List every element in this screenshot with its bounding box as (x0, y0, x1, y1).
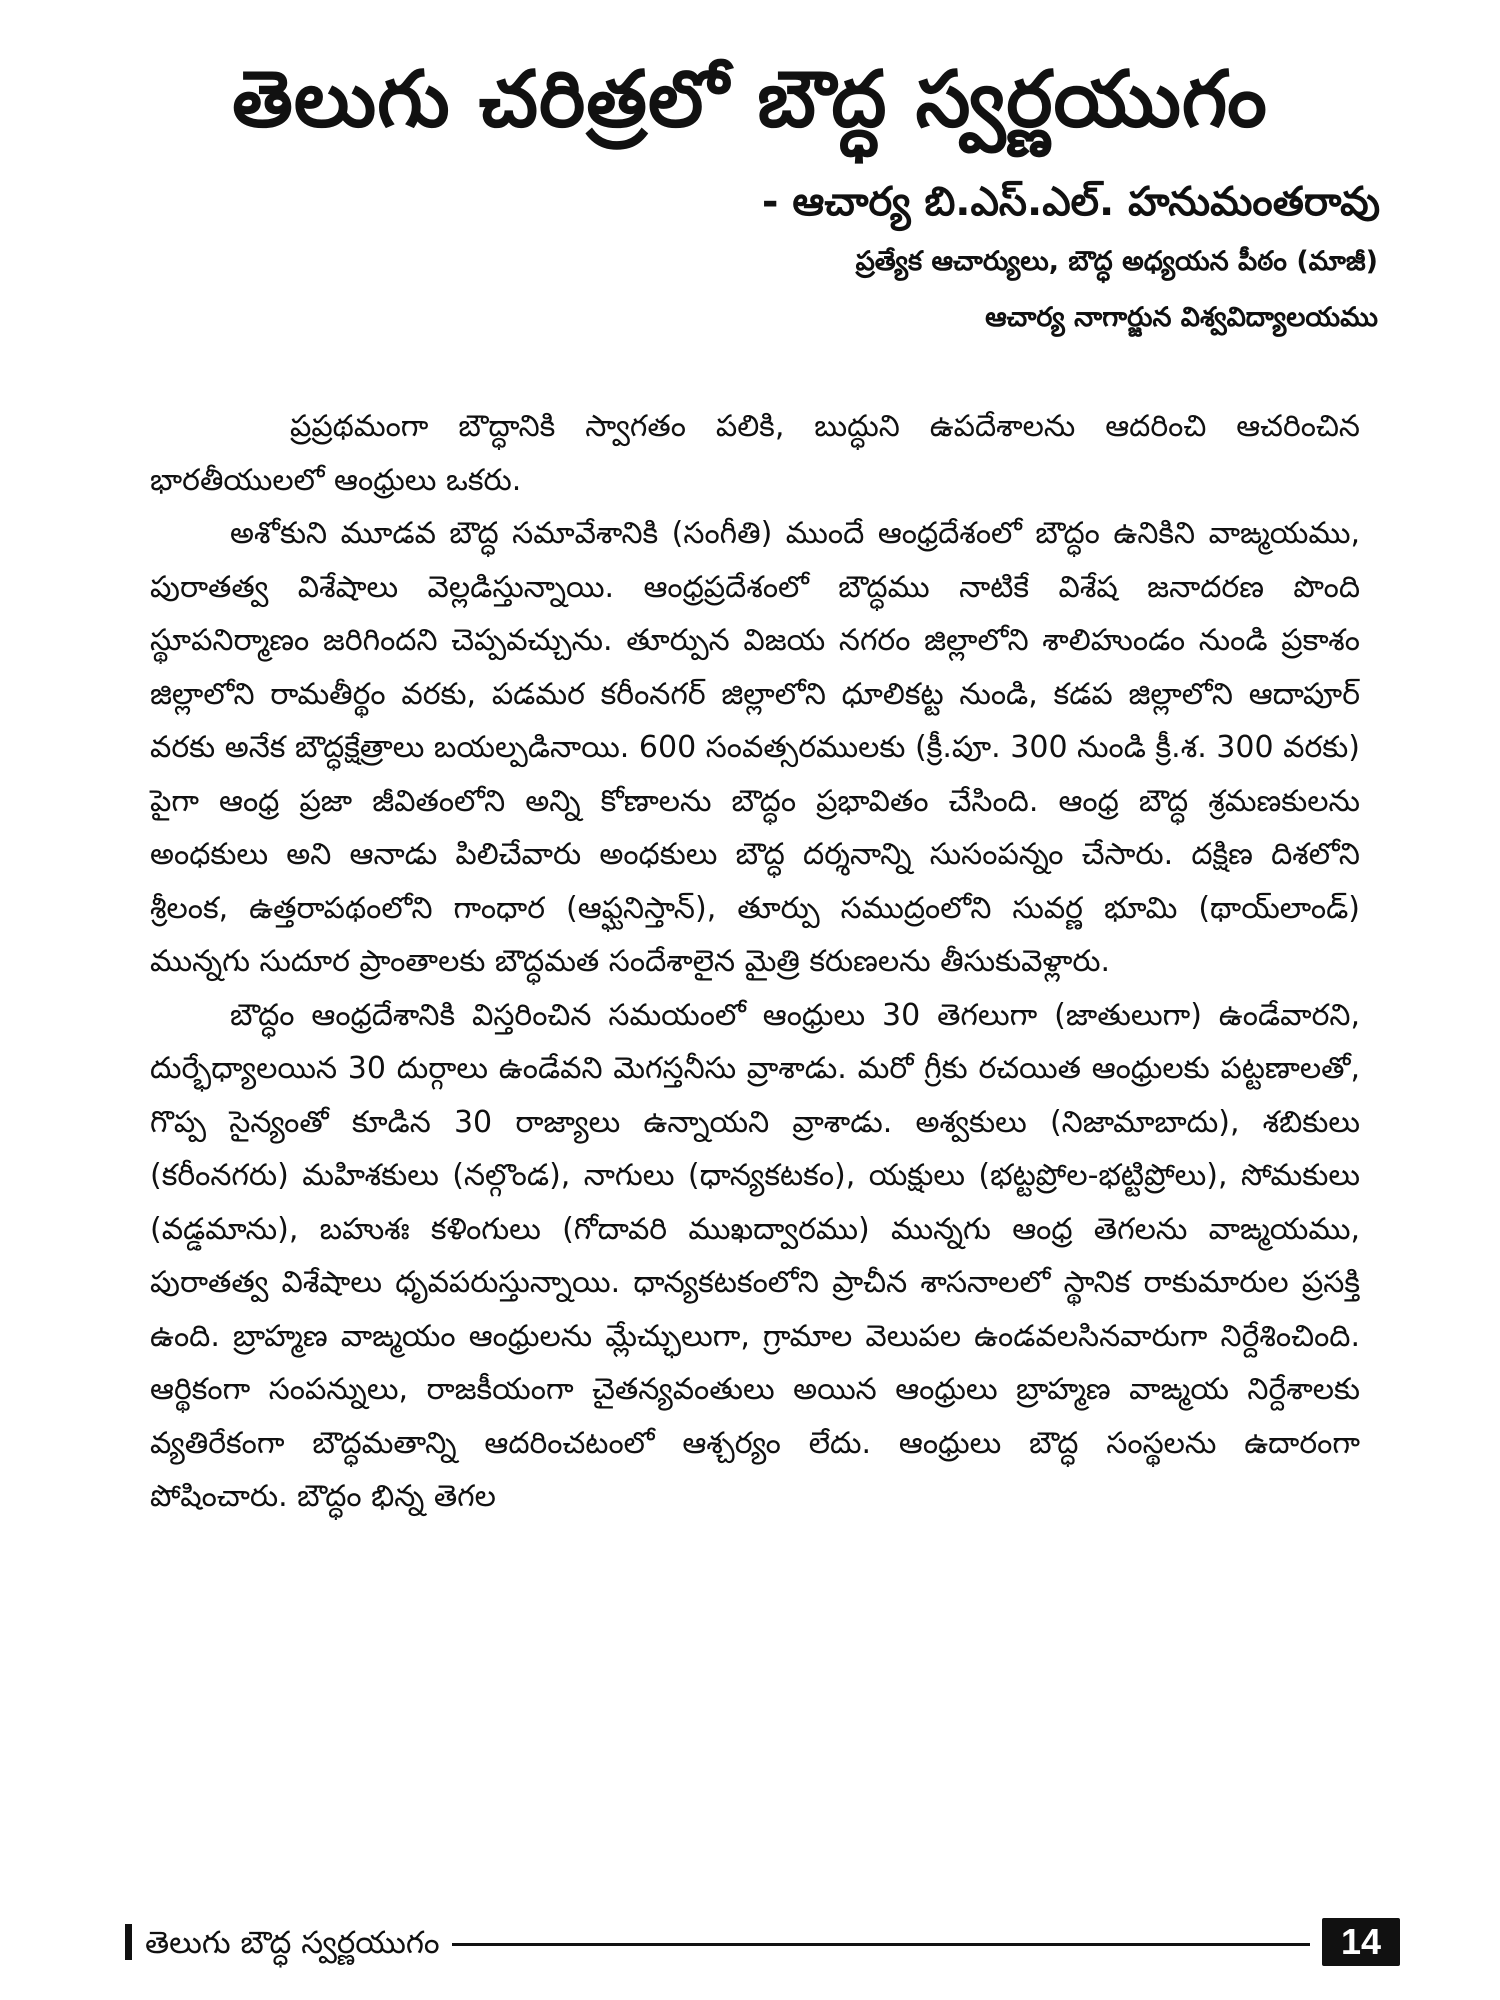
page-number: 14 (1322, 1918, 1400, 1966)
body-paragraph-3: బౌద్ధం ఆంధ్రదేశానికి విస్తరించిన సమయంలో ఆంధ్రులు 30 తెగలుగా (జాతులుగా) ఉండేవారని, దుర్భేధ్యాలయిన 30 దుర్గాలు ఉండేవని మెగస్తనీసు వ్రాశాడు. మరో గ్రీకు రచయిత ఆంధ్రులకు పట్టణాలతో, గొప్ప సైన్యంతో కూడిన 30 రాజ్యాలు ఉన్నాయని వ్రాశాడు. అశ్వకులు (నిజామాబాదు), శబికులు (కరీంనగరు) మహిశకులు (నల్గొండ), నాగులు (ధాన్యకటకం), యక్షులు (భట్టప్రోల-భట్టిప్రోలు), సోమకులు (వడ్డమాను), బహుశః కళింగులు (గోదావరి ముఖద్వారము) మున్నగు ఆంధ్ర తెగలను వాఙ్మయము, పురాతత్వ విశేషాలు ధృవపరుస్తున్నాయి. ధాన్యకటకంలోని ప్రాచీన శాసనాలలో స్థానిక రాకుమారుల ప్రసక్తి ఉంది. బ్రాహ్మణ వాఙ్మయం ఆంధ్రులను మ్లేచ్ఛులుగా, గ్రామాల వెలుపల ఉండవలసినవారుగా నిర్దేశించింది. ఆర్థికంగా సంపన్నులు, రాజకీయంగా చైతన్యవంతులు అయిన ఆంధ్రులు బ్రాహ్మణ వాఙ్మయ నిర్దేశాలకు వ్యతిరేకంగా బౌద్ధమతాన్ని ఆదరించటంలో ఆశ్చర్యం లేదు. ఆంధ్రులు బౌద్ధ సంస్థలను ఉదారంగా పోషించారు. బౌద్ధం భిన్న తెగల (150, 997, 1360, 1514)
footer-running-title: తెలుగు బౌద్ధ స్వర్ణయుగం (145, 1918, 452, 1968)
author-affiliation-line-2: ఆచార్య నాగార్జున విశ్వవిద్యాలయము (985, 302, 1378, 333)
article-title: తెలుగు చరిత్రలో బౌద్ధ స్వర్ణయుగం (232, 55, 1268, 145)
author-affiliation-line-1: ప్రత్యేక ఆచార్యులు, బౌద్ధ అధ్యయన పీఠం (మాజీ) (855, 246, 1378, 277)
article-body (150, 400, 1360, 1524)
author-line: - ఆచార్య బి.ఎస్.ఎల్. హనుమంతరావు (761, 179, 1380, 225)
page-footer (125, 1918, 1400, 1970)
footer-marker-bar (125, 1924, 132, 1960)
body-paragraph-1: ప్రప్రథమంగా బౌద్ధానికి స్వాగతం పలికి, బుద్ధుని ఉపదేశాలను ఆదరించి ఆచరించిన భారతీయులలో ఆంధ్రులు ఒకరు. (150, 409, 1360, 498)
body-paragraph-2: అశోకుని మూడవ బౌద్ధ సమావేశానికి (సంగీతి) ముందే ఆంధ్రదేశంలో బౌద్ధం ఉనికిని వాఙ్మయము, పురాతత్వ విశేషాలు వెల్లడిస్తున్నాయి. ఆంధ్రప్రదేశంలో బౌద్ధము నాటికే విశేష జనాదరణ పొంది స్థూపనిర్మాణం జరిగిందని చెప్పవచ్చును. తూర్పున విజయ నగరం జిల్లాలోని శాలిహుండం నుండి ప్రకాశం జిల్లాలోని రామతీర్థం వరకు, పడమర కరీంనగర్ జిల్లాలోని ధూలికట్ట నుండి, కడప జిల్లాలోని ఆదాపూర్ వరకు అనేక బౌద్ధక్షేత్రాలు బయల్పడినాయి. 600 సంవత్సరములకు (క్రీ.పూ. 300 నుండి క్రీ.శ. 300 వరకు) పైగా ఆంధ్ర ప్రజా జీవితంలోని అన్ని కోణాలను బౌద్ధం ప్రభావితం చేసింది. ఆంధ్ర బౌద్ధ శ్రమణకులను అంధకులు అని ఆనాడు పిలిచేవారు అంధకులు బౌద్ధ దర్శనాన్ని సుసంపన్నం చేసారు. దక్షిణ దిశలోని శ్రీలంక, ఉత్తరాపథంలోని గాంధార (ఆఫ్ఘనిస్తాన్), తూర్పు సముద్రంలోని సువర్ణ భూమి (థాయ్‌లాండ్) మున్నగు సుదూర ప్రాంతాలకు బౌద్ధమత సందేశాలైన మైత్రి కరుణలను తీసుకువెళ్లారు. (150, 516, 1360, 979)
